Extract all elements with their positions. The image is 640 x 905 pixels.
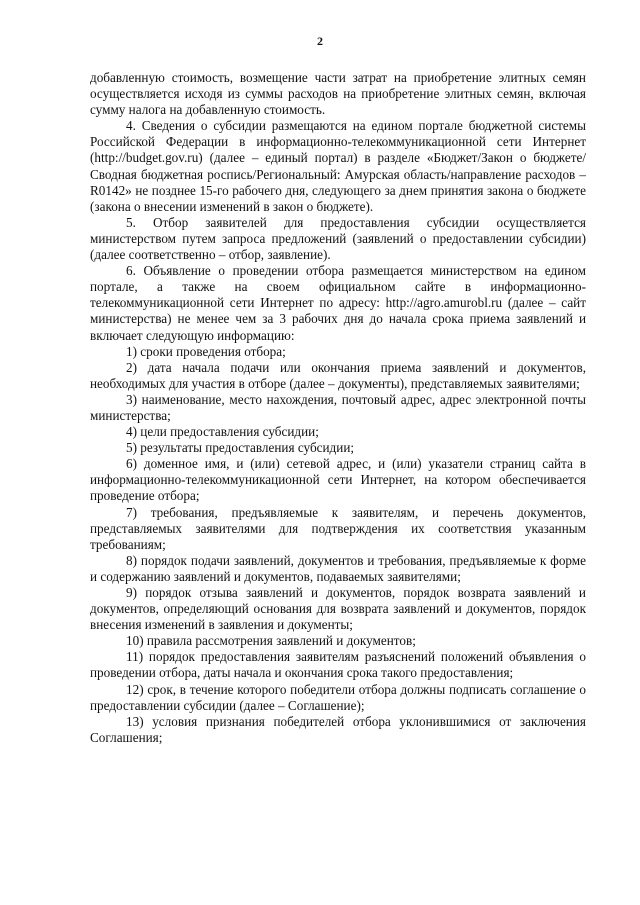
page-number: 2	[317, 34, 323, 48]
paragraph: 4. Сведения о субсидии размещаются на едином портале бюджетной системы Российской Федерации в информационно-телекоммуникационной сети Интернет (http://budget.gov.ru) (далее – единый портал) в разделе «Бюджет/Закон о бюджете/Сводная бюджетная роспись/Региональный: Амурская область/направление расходов – R0142» не позднее 15-го рабочего дня, следующего за днем принятия закона о бюджете (закона о внесении изменений в закон о бюджете).	[90, 118, 586, 214]
list-item: 12) срок, в течение которого победители отбора должны подписать соглашение о предоставлении субсидии (далее – Соглашение);	[90, 681, 586, 713]
list-item: 9) порядок отзыва заявлений и документов, порядок возврата заявлений и документов, определяющий основания для возврата заявлений и документов, порядок внесения изменений в заявления и документы;	[90, 585, 586, 633]
list-item: 11) порядок предоставления заявителям разъяснений положений объявления о проведении отбора, даты начала и окончания срока такого предоставления;	[90, 649, 586, 681]
list-item: 4) цели предоставления субсидии;	[126, 424, 319, 440]
paragraph: 6. Объявление о проведении отбора размещается министерством на едином портале, а также на своем официальном сайте в информационно-телекоммуникационной сети Интернет по адресу: http://agro.amurobl.ru (далее – сайт министерства) не менее чем за 3 рабочих дня до начала срока приема заявлений и включает следующую информацию:	[90, 263, 586, 343]
paragraph: добавленную стоимость, возмещение части затрат на приобретение элитных семян осуществляется исходя из суммы расходов на приобретение элитных семян, включая сумму налога на добавленную стоимость.	[90, 70, 586, 118]
list-item: 10) правила рассмотрения заявлений и документов;	[126, 633, 416, 649]
list-item: 8) порядок подачи заявлений, документов и требования, предъявляемые к форме и содержанию заявлений и документов, подаваемых заявителями;	[90, 552, 586, 584]
document-body	[90, 70, 586, 746]
list-item: 13) условия признания победителей отбора уклонившимися от заключения Соглашения;	[90, 713, 586, 745]
list-item: 6) доменное имя, и (или) сетевой адрес, и (или) указатели страниц сайта в информационно-телекоммуникационной сети Интернет, на котором обеспечивается проведение отбора;	[90, 456, 586, 504]
list-item: 3) наименование, место нахождения, почтовый адрес, адрес электронной почты министерства;	[90, 391, 586, 423]
list-item: 7) требования, предъявляемые к заявителям, и перечень документов, представляемых заявителями для подтверждения их соответствия указанным требованиям;	[90, 504, 586, 552]
list-item: 1) сроки проведения отбора;	[126, 343, 286, 359]
list-item: 5) результаты предоставления субсидии;	[126, 440, 355, 456]
list-item: 2) дата начала подачи или окончания приема заявлений и документов, необходимых для участия в отборе (далее – документы), представляемых заявителями;	[90, 359, 586, 391]
paragraph: 5. Отбор заявителей для предоставления субсидии осуществляется министерством путем запроса предложений (заявлений о предоставлении субсидии) (далее соответственно – отбор, заявление).	[90, 214, 586, 263]
